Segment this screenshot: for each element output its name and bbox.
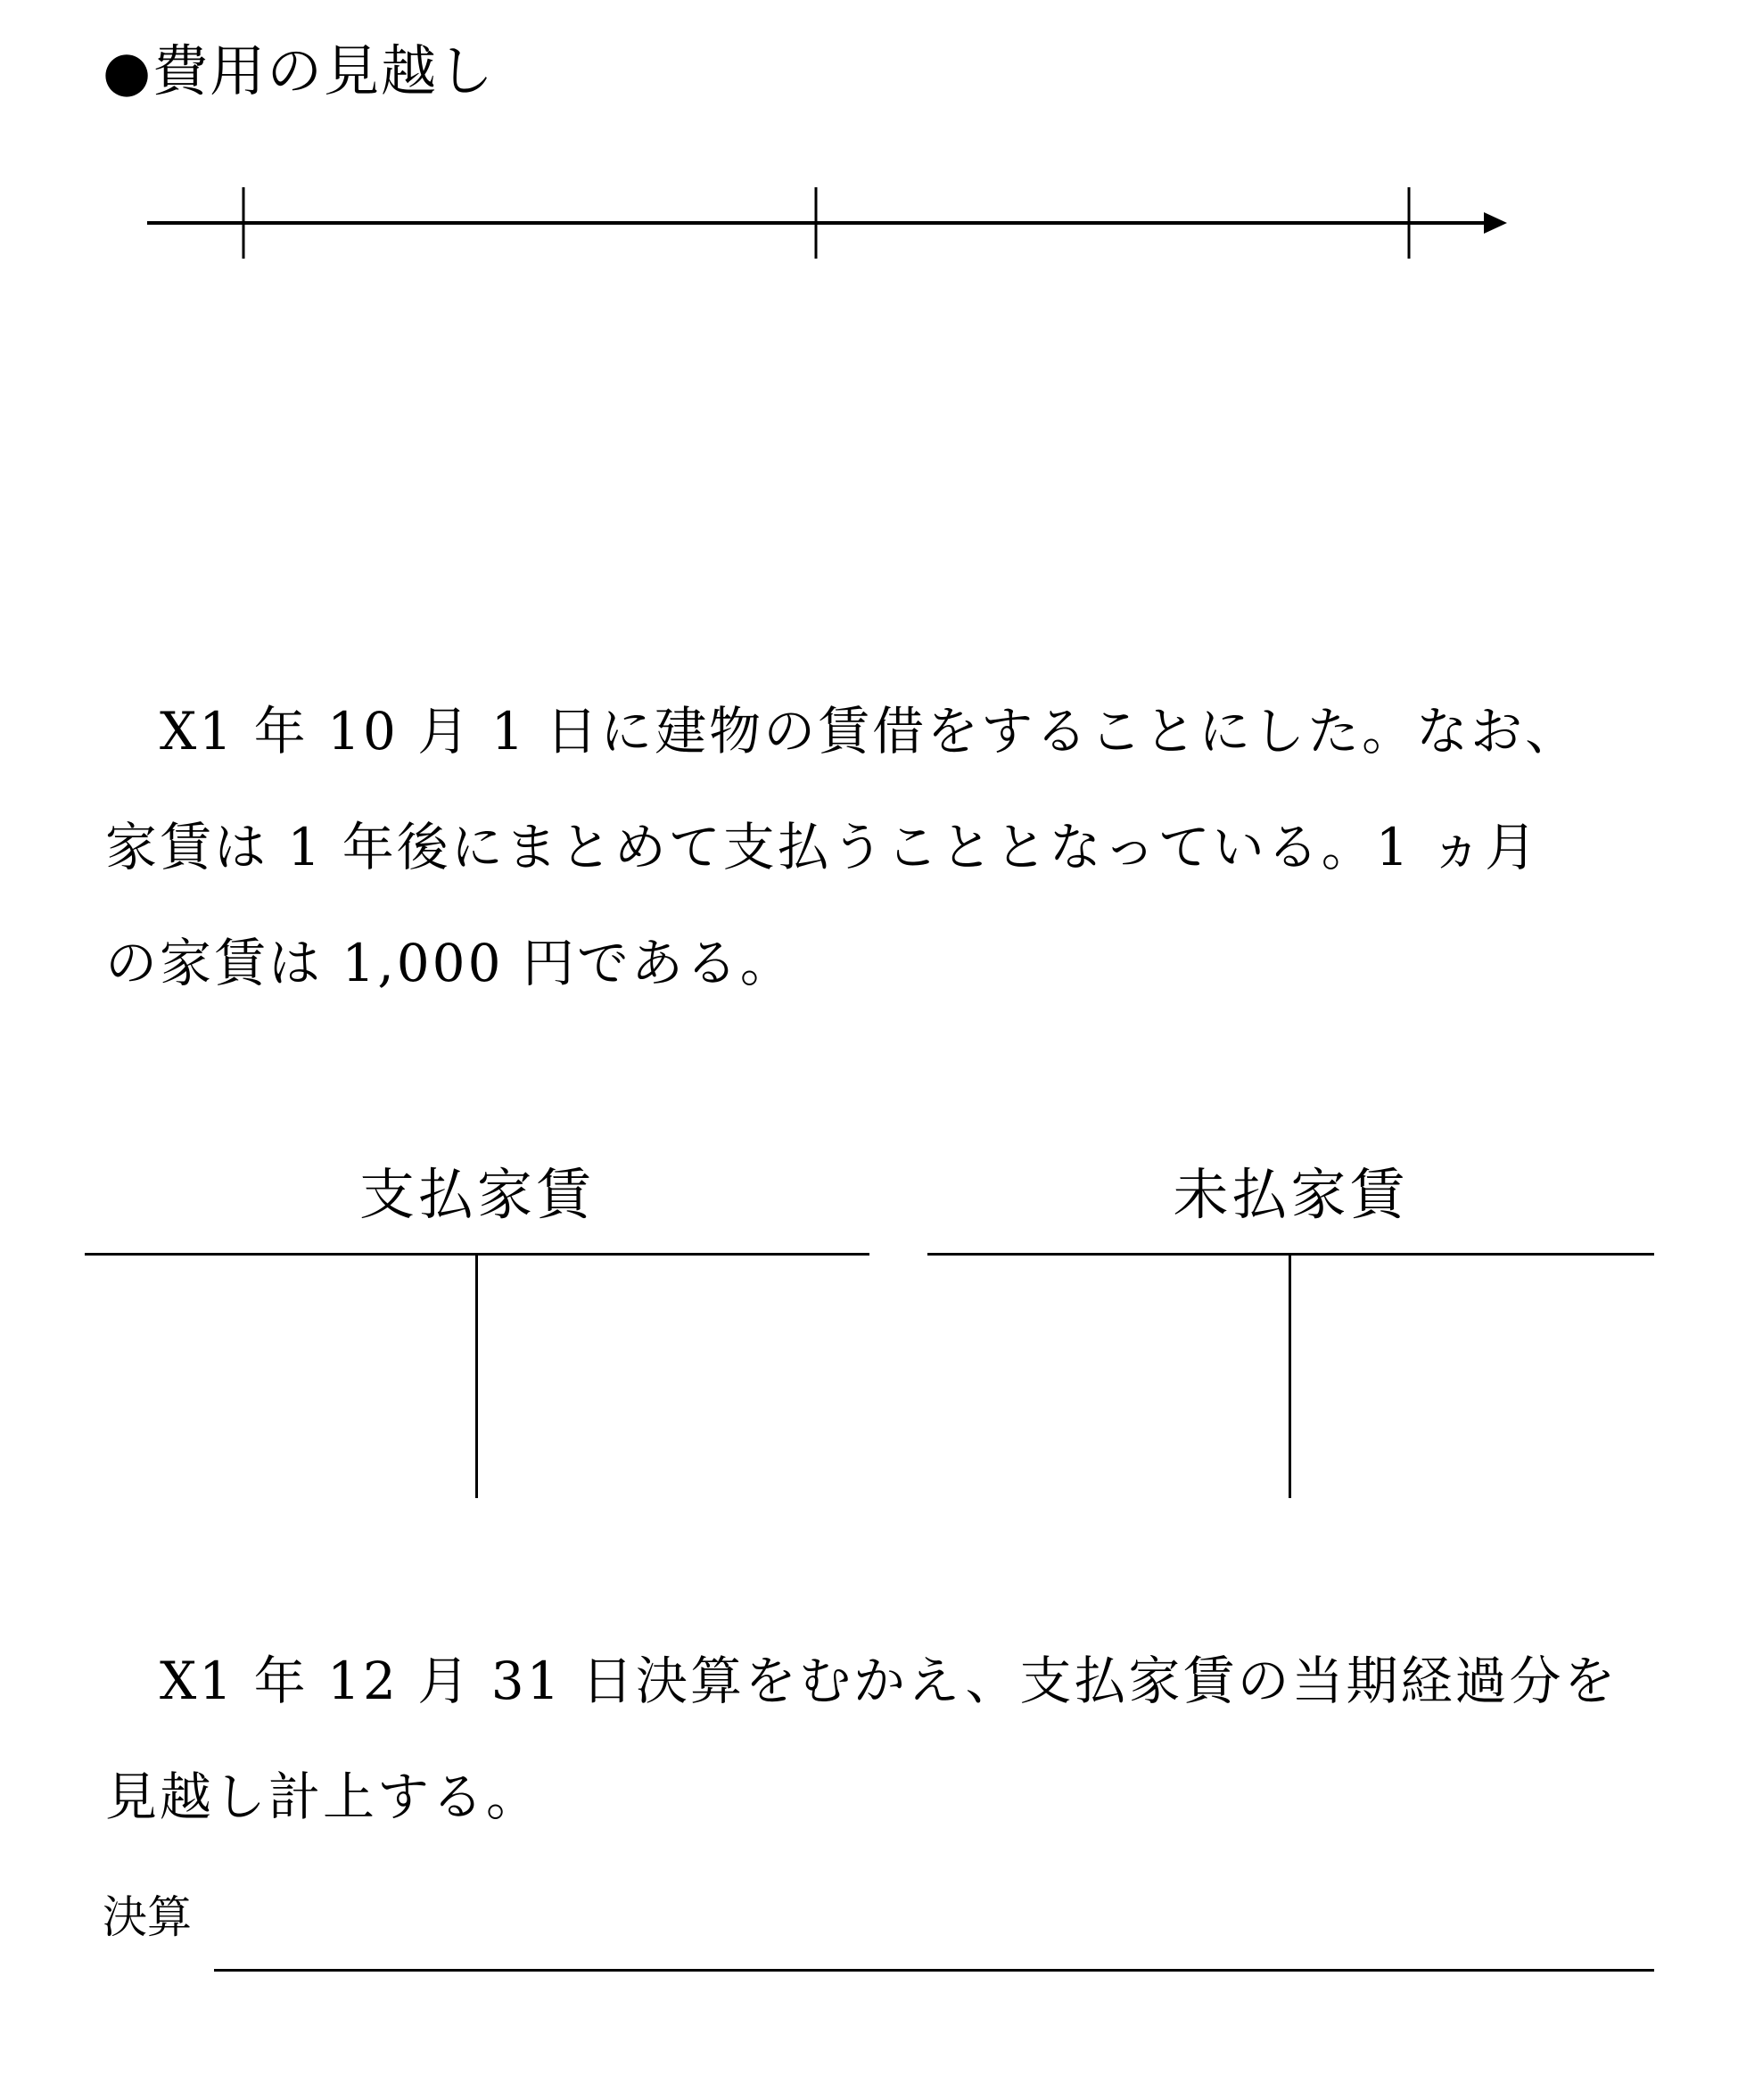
problem-line: X1 年 10 月 1 日に建物の賃借をすることにした。なお、 bbox=[105, 701, 1580, 762]
problem-line: の家賃は 1,000 円である。 bbox=[105, 933, 795, 993]
t-account-divider-miharai-yachin bbox=[1289, 1253, 1291, 1498]
question-line: 見越し計上する。 bbox=[105, 1766, 541, 1827]
t-account-title-shiharai-yachin: 支払家賃 bbox=[358, 1162, 595, 1227]
problem-text bbox=[105, 673, 1675, 1021]
answer-line[interactable] bbox=[214, 1969, 1654, 1972]
question-text bbox=[105, 1623, 1675, 1855]
timeline bbox=[0, 0, 1738, 268]
t-account-divider-shiharai-yachin bbox=[475, 1253, 478, 1498]
answer-label: 決算 bbox=[103, 1891, 192, 1943]
question-line: X1 年 12 月 31 日決算をむかえ、支払家賃の当期経過分を bbox=[105, 1651, 1619, 1711]
t-account-title-miharai-yachin: 未払家賃 bbox=[1173, 1162, 1409, 1227]
arrow-right-icon bbox=[1484, 212, 1507, 234]
problem-line: 家賃は 1 年後にまとめて支払うこととなっている。1 ヵ月 bbox=[105, 817, 1540, 877]
page-title: ●費用の見越し bbox=[103, 38, 496, 103]
